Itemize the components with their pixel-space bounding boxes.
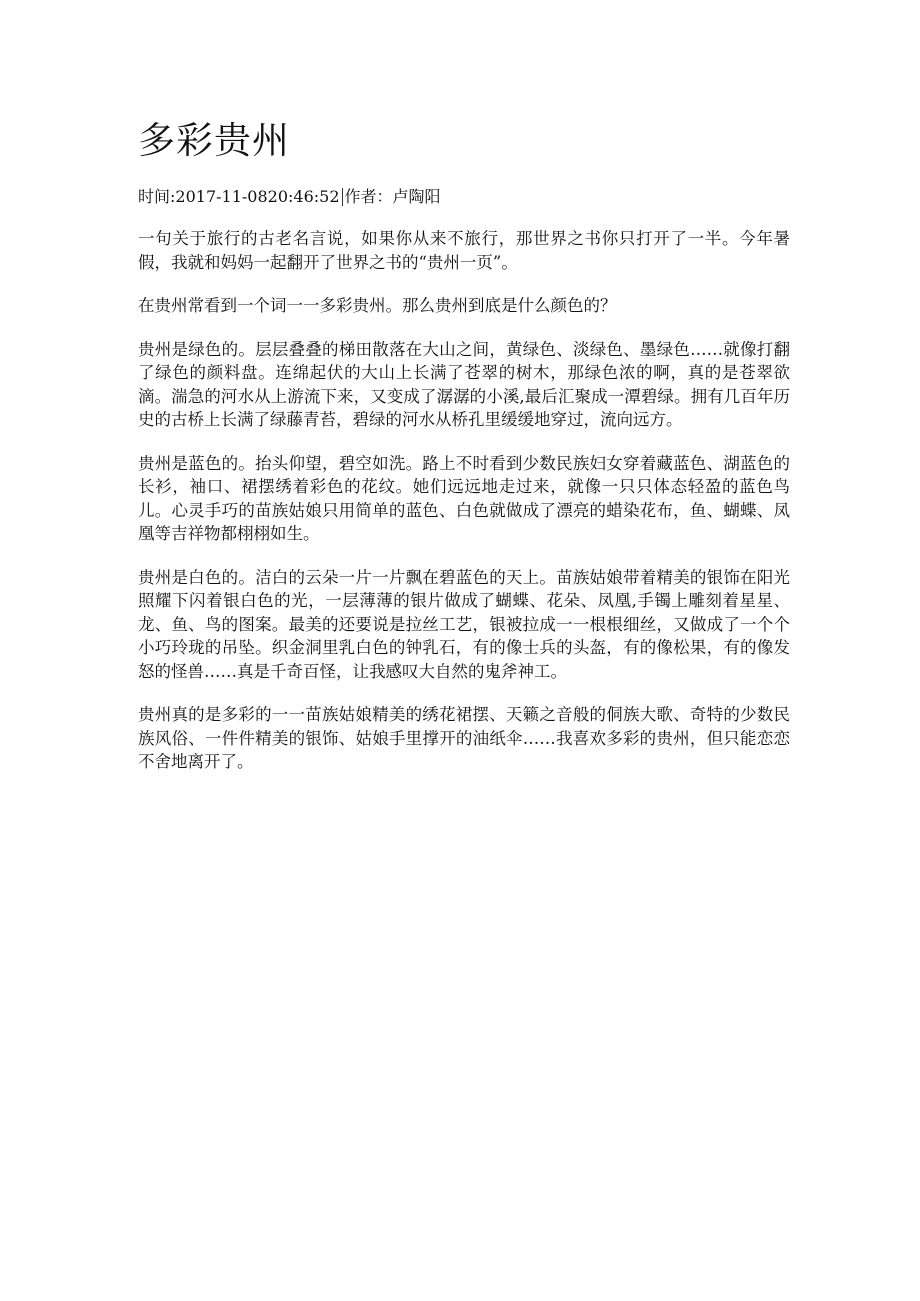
author-name: 卢陶阳 bbox=[392, 187, 441, 206]
paragraph-green: 贵州是绿色的。层层叠叠的梯田散落在大山之间，黄绿色、淡绿色、墨绿色……就像打翻了绿色的颜料盘。连绵起伏的大山上长满了苍翠的树木，那绿色浓的啊，真的是苍翠欲滴。湍急的河水从上游流下来，又变成了潺潺的小溪,最后汇聚成一潭碧绿。拥有几百年历史的古桥上长满了绿藤青苔，碧绿的河水从桥孔里缓缓地穿过，流向远方。 bbox=[138, 339, 790, 429]
article-page bbox=[138, 118, 790, 794]
paragraph-question: 在贵州常看到一个词一一多彩贵州。那么贵州到底是什么颜色的？ bbox=[138, 296, 617, 315]
article-meta bbox=[138, 185, 790, 209]
paragraph-blue: 贵州是蓝色的。抬头仰望，碧空如洗。路上不时看到少数民族妇女穿着藏蓝色、湖蓝色的长衫，袖口、裙摆绣着彩色的花纹。她们远远地走过来，就像一只只体态轻盈的蓝色鸟儿。心灵手巧的苗族姑娘只用简单的蓝色、白色就做成了漂亮的蜡染花布，鱼、蝴蝶、凤凰等吉祥物都栩栩如生。 bbox=[138, 453, 790, 543]
page-title: 多彩贵州 bbox=[138, 119, 290, 162]
author-label: 作者： bbox=[344, 187, 393, 206]
time-value: 2017-11-0820:46:52 bbox=[175, 187, 340, 206]
paragraph-white: 贵州是白色的。洁白的云朵一片一片飘在碧蓝色的天上。苗族姑娘带着精美的银饰在阳光照耀下闪着银白色的光，一层薄薄的银片做成了蝴蝶、花朵、凤凰,手镯上雕刻着星星、龙、鱼、鸟的图案。最美的还要说是拉丝工艺，银被拉成一一根根细丝，又做成了一个个小巧玲珑的吊坠。织金洞里乳白色的钟乳石，有的像士兵的头盔，有的像松果，有的像发怒的怪兽……真是千奇百怪，让我感叹大自然的鬼斧神工。 bbox=[138, 567, 790, 681]
paragraph-conclusion: 贵州真的是多彩的一一苗族姑娘精美的绣花裙摆、天籁之音般的侗族大歌、奇特的少数民族风俗、一件件精美的银饰、姑娘手里撑开的油纸伞……我喜欢多彩的贵州，但只能恋恋不舍地离开了。 bbox=[138, 705, 790, 771]
time-label: 时间: bbox=[138, 187, 176, 206]
article-body bbox=[138, 227, 790, 774]
paragraph-intro: 一句关于旅行的古老名言说，如果你从来不旅行，那世界之书你只打开了一半。今年暑假，我就和妈妈一起翻开了世界之书的“贵州一页”。 bbox=[138, 229, 790, 272]
meta-separator bbox=[342, 188, 343, 206]
